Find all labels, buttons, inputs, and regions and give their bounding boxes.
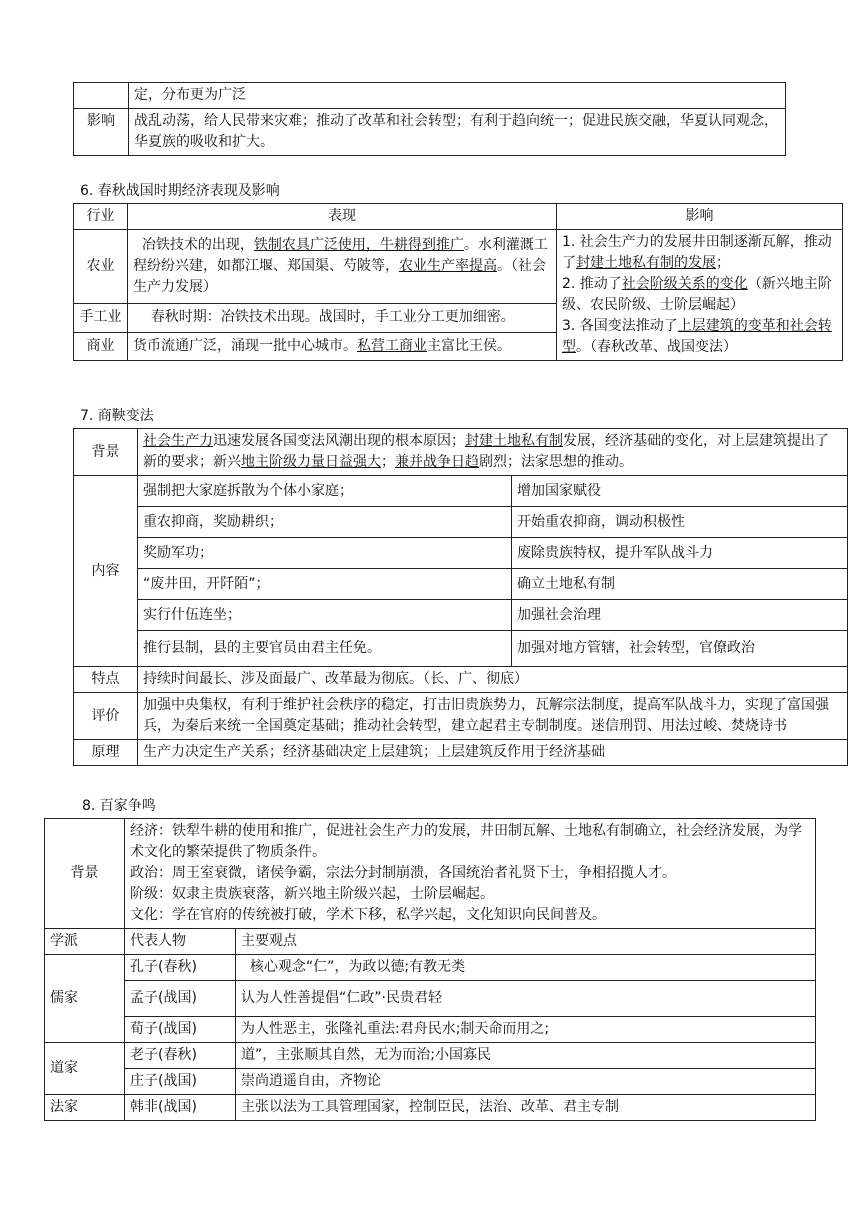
shang-yang-table xyxy=(73,428,848,766)
effect-text: 1. 社会生产力的发展井田制逐渐瓦解，推动了封建土地私有制的发展； 2. 推动了社会阶级关系的变化（新兴地主阶级、农民阶级、士阶层崛起） 3. 各国变法推动了上层建筑的变革和社会转型。（春秋改革、战国变法） xyxy=(557,230,843,361)
hundred-schools-table xyxy=(44,818,816,1121)
content-right: 加强对地方管辖，社会转型，官僚政治 xyxy=(512,631,848,667)
header-school: 学派 xyxy=(45,929,125,955)
header-show: 表现 xyxy=(128,204,557,230)
feature-text: 持续时间最长、涉及面最广、改革最为彻底。（长、广、彻底） xyxy=(138,667,848,693)
view: 道”，主张顺其自然，无为而治;小国寡民 xyxy=(236,1043,816,1069)
content-right: 确立土地私有制 xyxy=(512,569,848,600)
content-right: 废除贵族特权，提升军队战斗力 xyxy=(512,538,848,569)
person: 庄子(战国) xyxy=(125,1069,236,1095)
bg-text: 社会生产力迅速发展各国变法风潮出现的根本原因；封建土地私有制发展，经济基础的变化，对上层建筑提出了新的要求；新兴地主阶级力量日益强大；兼并战争日趋剧烈；法家思想的推动。 xyxy=(138,429,848,476)
bg-head: 背景 xyxy=(74,429,138,476)
eval-head: 评价 xyxy=(74,693,138,740)
influence-table xyxy=(73,82,786,156)
view: 为人性恶主，张隆礼重法:君舟民水;制天命而用之; xyxy=(236,1017,816,1043)
view: 主张以法为工具管理国家，控制臣民，法治、改革、君主专制 xyxy=(236,1095,816,1121)
influence-text: 战乱动荡，给人民带来灾难；推动了改革和社会转型；有利于趋向统一；促进民族交融，华夏认同观念，华夏族的吸收和扩大。 xyxy=(129,109,786,156)
influence-head: 影响 xyxy=(74,109,129,156)
view: 崇尚逍遥自由，齐物论 xyxy=(236,1069,816,1095)
bg8-head: 背景 xyxy=(45,819,125,929)
person: 孟子(战国) xyxy=(125,981,236,1017)
header-effect: 影响 xyxy=(557,204,843,230)
person: 老子(春秋) xyxy=(125,1043,236,1069)
content-right: 增加国家赋役 xyxy=(512,476,848,507)
person: 荀子(战国) xyxy=(125,1017,236,1043)
section-8-title: 8. 百家争鸣 xyxy=(82,798,156,814)
content-left: 重农抑商，奖励耕织； xyxy=(138,507,512,538)
empty-cell xyxy=(74,83,129,109)
agri-text: 冶铁技术的出现，铁制农具广泛使用，牛耕得到推广。水利灌溉工程纷纷兴建，如都江堰、郑国渠、芍陂等，农业生产率提高。（社会生产力发展） xyxy=(128,230,557,304)
craft-text: 春秋时期：冶铁技术出现。战国时，手工业分工更加细密。 xyxy=(128,304,557,332)
school-confucian: 儒家 xyxy=(45,955,125,1043)
section-7-title: 7. 商鞅变法 xyxy=(80,408,154,424)
content-left: 实行什伍连坐； xyxy=(138,600,512,631)
person: 孔子(春秋) xyxy=(125,955,236,981)
content-right: 加强社会治理 xyxy=(512,600,848,631)
craft-name: 手工业 xyxy=(74,304,128,332)
principle-head: 原理 xyxy=(74,740,138,766)
header-industry: 行业 xyxy=(74,204,128,230)
distribution-text: 定，分布更为广泛 xyxy=(129,83,786,109)
content-left: “废井田，开阡陌”； xyxy=(138,569,512,600)
content-left: 强制把大家庭拆散为个体小家庭； xyxy=(138,476,512,507)
content-right: 开始重农抑商，调动积极性 xyxy=(512,507,848,538)
content-left: 奖励军功； xyxy=(138,538,512,569)
header-view: 主要观点 xyxy=(236,929,816,955)
content-head: 内容 xyxy=(74,476,138,667)
principle-text: 生产力决定生产关系；经济基础决定上层建筑；上层建筑反作用于经济基础 xyxy=(138,740,848,766)
view: 认为人性善提倡“仁政”·民贵君轻 xyxy=(236,981,816,1017)
eval-text: 加强中央集权，有利于维护社会秩序的稳定，打击旧贵族势力，瓦解宗法制度，提高军队战斗力，实现了富国强兵，为秦后来统一全国奠定基础；推动社会转型，建立起君主专制制度。迷信刑罚、用法过峻、焚烧诗书 xyxy=(138,693,848,740)
commerce-text: 货币流通广泛，涌现一批中心城市。私营工商业主富比王侯。 xyxy=(128,332,557,360)
economy-table xyxy=(73,203,843,361)
section-6-title: 6. 春秋战国时期经济表现及影响 xyxy=(80,183,280,199)
feature-head: 特点 xyxy=(74,667,138,693)
school-legalist: 法家 xyxy=(45,1095,125,1121)
content-left: 推行县制，县的主要官员由君主任免。 xyxy=(138,631,512,667)
person: 韩非(战国) xyxy=(125,1095,236,1121)
bg8-text: 经济：铁犁牛耕的使用和推广，促进社会生产力的发展，井田制瓦解、土地私有制确立，社会经济发展，为学术文化的繁荣提供了物质条件。 政治：周王室衰微，诸侯争霸，宗法分封制崩溃，各国统治者礼贤下士，争相招揽人才。 阶级：奴隶主贵族衰落，新兴地主阶级兴起，士阶层崛起。 文化：学在官府的传统被打破，学术下移，私学兴起，文化知识向民间普及。 xyxy=(125,819,816,929)
header-person: 代表人物 xyxy=(125,929,236,955)
commerce-name: 商业 xyxy=(74,332,128,360)
view: 核心观念“仁”，为政以德;有教无类 xyxy=(236,955,816,981)
school-taoist: 道家 xyxy=(45,1043,125,1095)
agri-name: 农业 xyxy=(74,230,128,304)
